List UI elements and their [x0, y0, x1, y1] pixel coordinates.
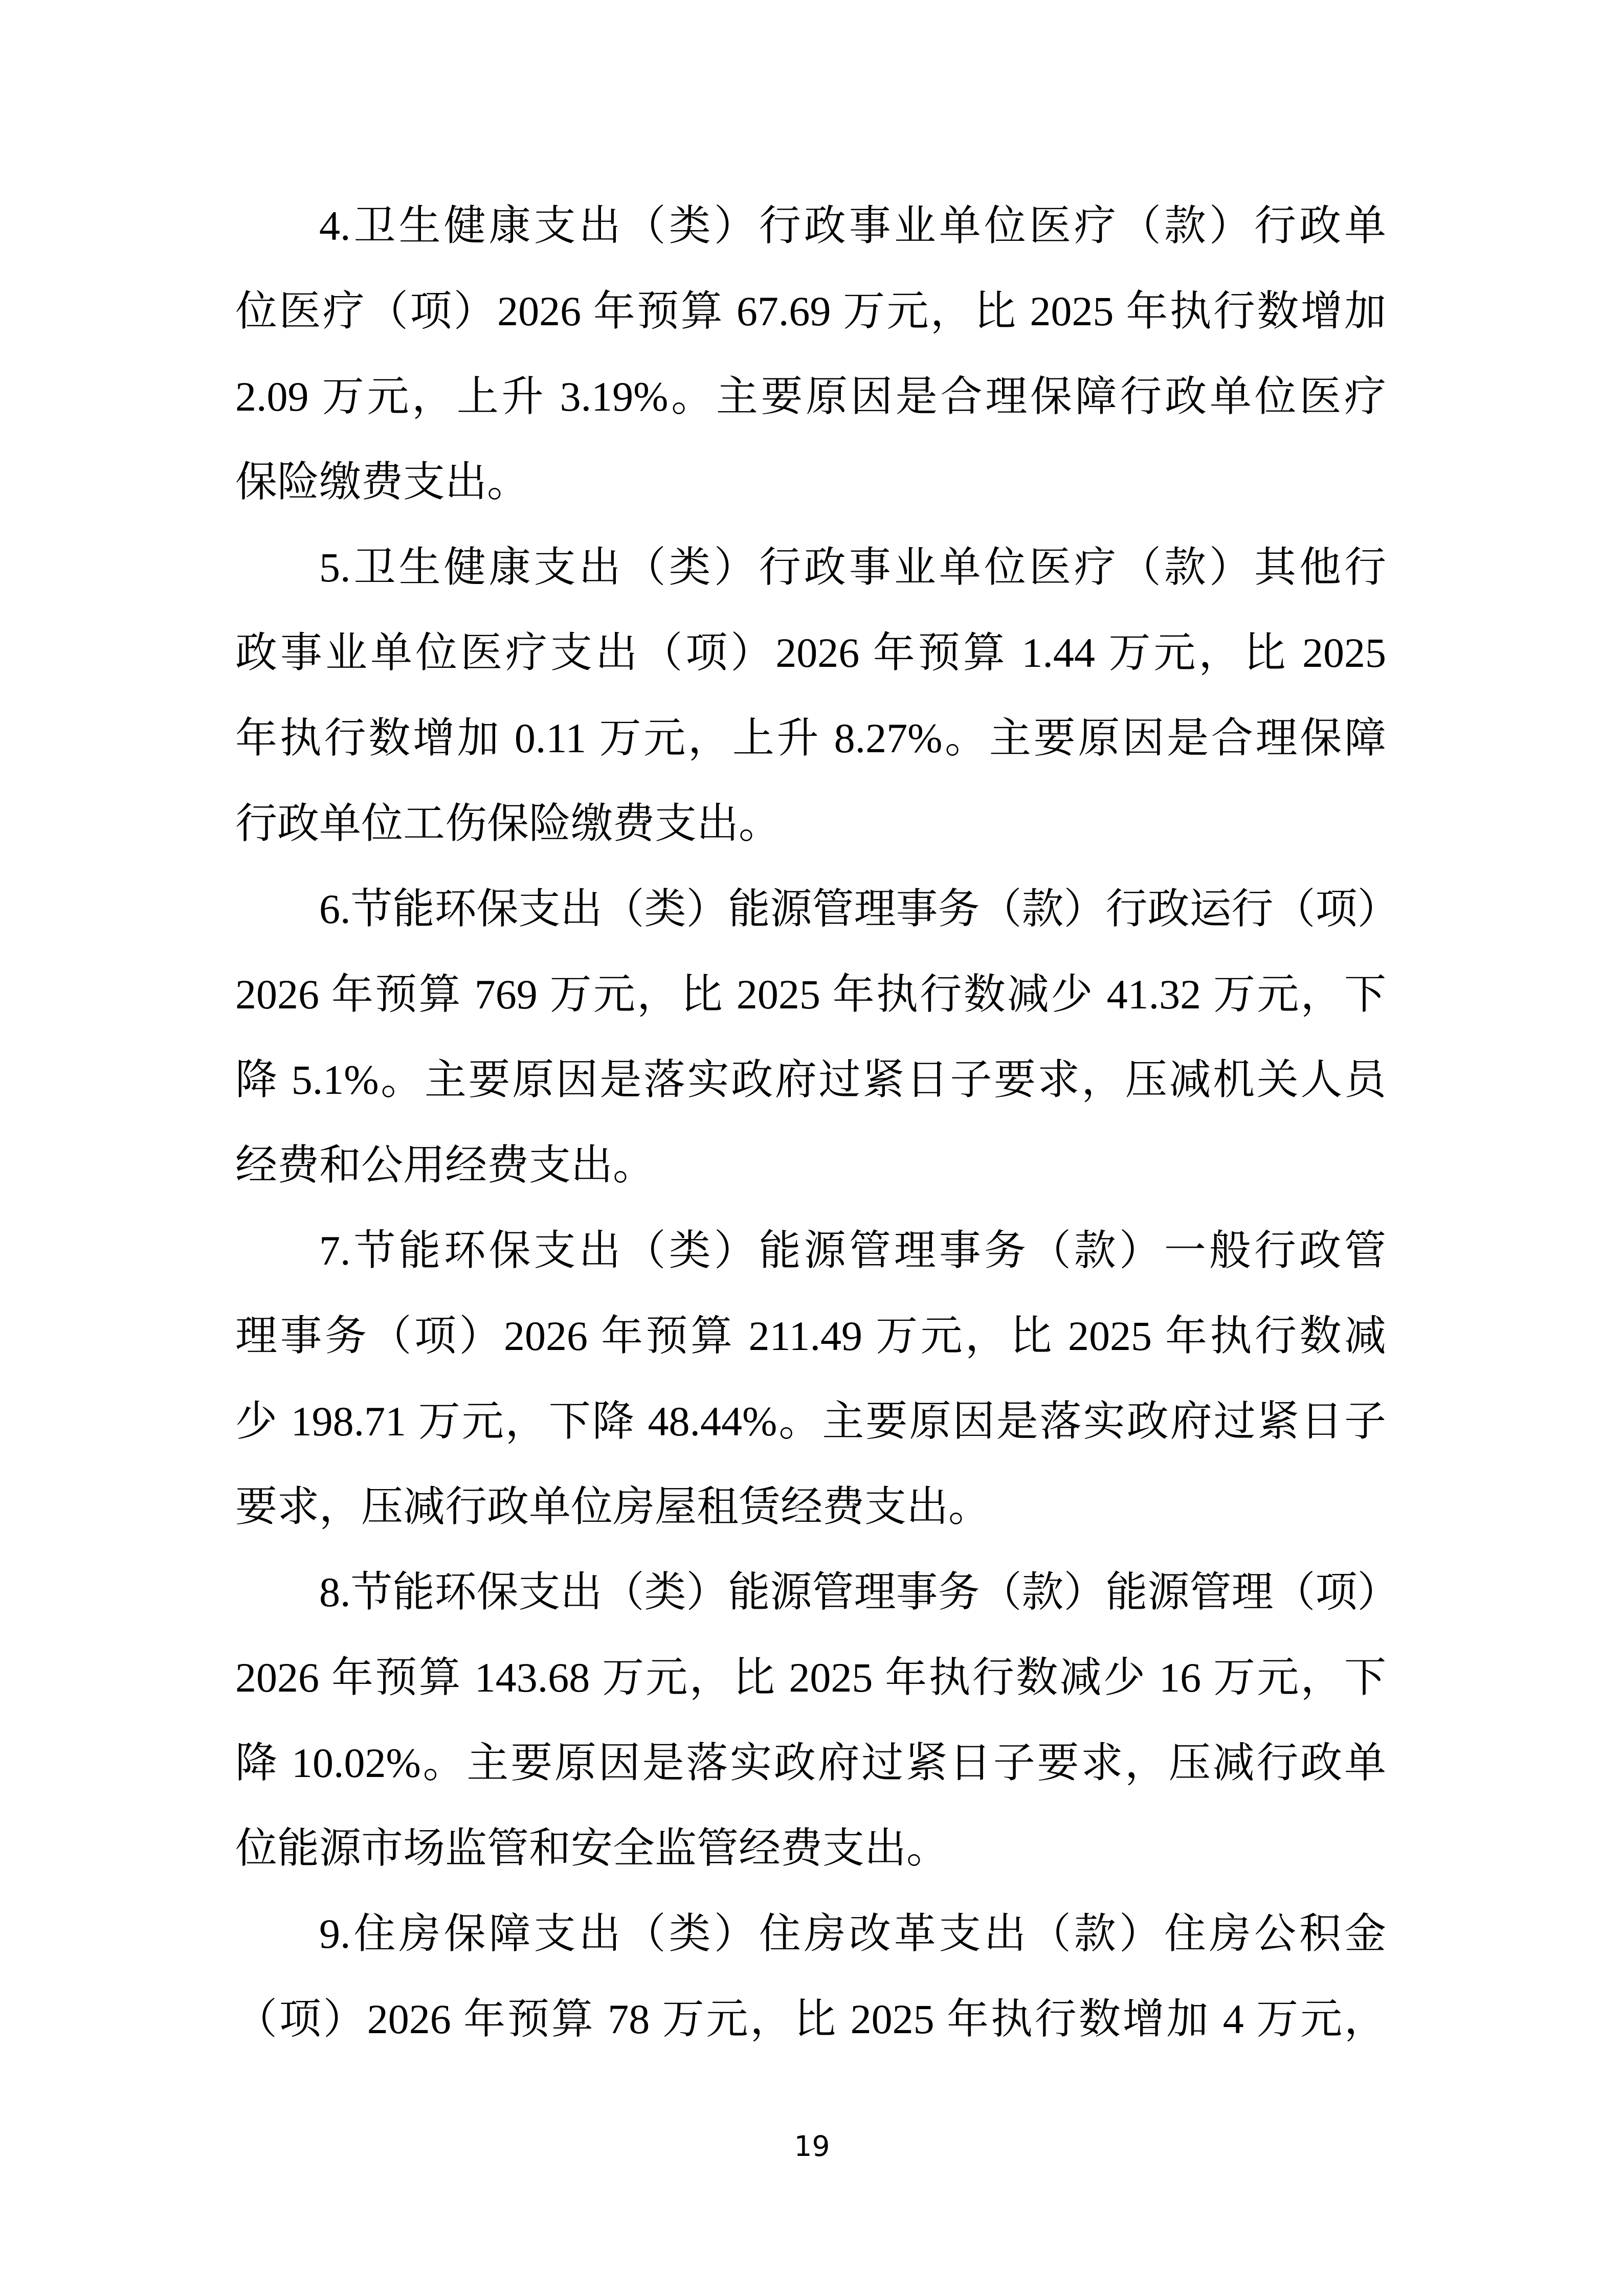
paragraph: [235, 1208, 1386, 1549]
text-line: 5.卫生健康支出（类）行政事业单位医疗（款）其他行: [319, 544, 1386, 591]
paragraph: [235, 1549, 1399, 1891]
paragraph: [235, 1891, 1386, 2062]
text-line: 理事务（项）2026 年预算 211.49 万元，比 2025 年执行数减: [235, 1313, 1386, 1359]
text-line: 8.节能环保支出（类）能源管理事务（款）能源管理（项）: [319, 1569, 1399, 1615]
text-line: 位医疗（项）2026 年预算 67.69 万元，比 2025 年执行数增加: [235, 288, 1386, 334]
text-line: 保险缴费支出。: [235, 459, 529, 505]
text-line: 行政单位工伤保险缴费支出。: [235, 800, 781, 847]
text-line: 位能源市场监管和安全监管经费支出。: [235, 1825, 949, 1872]
paragraph: [235, 525, 1386, 866]
text-line: 降 10.02%。主要原因是落实政府过紧日子要求，压减行政单: [235, 1740, 1386, 1786]
text-line: 4.卫生健康支出（类）行政事业单位医疗（款）行政单: [319, 202, 1386, 249]
text-line: 2026 年预算 769 万元，比 2025 年执行数减少 41.32 万元，下: [235, 971, 1386, 1018]
text-line: 降 5.1%。主要原因是落实政府过紧日子要求，压减机关人员: [235, 1056, 1386, 1103]
document-body: [235, 183, 1399, 2062]
text-line: 少 198.71 万元，下降 48.44%。主要原因是落实政府过紧日子: [235, 1398, 1386, 1445]
page-number: 19: [794, 2130, 830, 2163]
text-line: 9.住房保障支出（类）住房改革支出（款）住房公积金: [319, 1910, 1386, 1957]
text-line: 年执行数增加 0.11 万元，上升 8.27%。主要原因是合理保障: [235, 715, 1386, 761]
text-line: 2026 年预算 143.68 万元，比 2025 年执行数减少 16 万元，下: [235, 1654, 1386, 1701]
text-line: 2.09 万元，上升 3.19%。主要原因是合理保障行政单位医疗: [235, 373, 1386, 420]
text-line: 6.节能环保支出（类）能源管理事务（款）行政运行（项）: [319, 886, 1399, 932]
text-line: 政事业单位医疗支出（项）2026 年预算 1.44 万元，比 2025: [235, 629, 1386, 676]
text-line: 7.节能环保支出（类）能源管理事务（款）一般行政管: [319, 1227, 1386, 1274]
paragraph: [235, 866, 1399, 1208]
text-line: 要求，压减行政单位房屋租赁经费支出。: [235, 1483, 991, 1530]
text-line: 经费和公用经费支出。: [235, 1142, 655, 1188]
text-line: （项）2026 年预算 78 万元，比 2025 年执行数增加 4 万元，: [235, 1996, 1386, 2042]
paragraph: [235, 183, 1386, 525]
